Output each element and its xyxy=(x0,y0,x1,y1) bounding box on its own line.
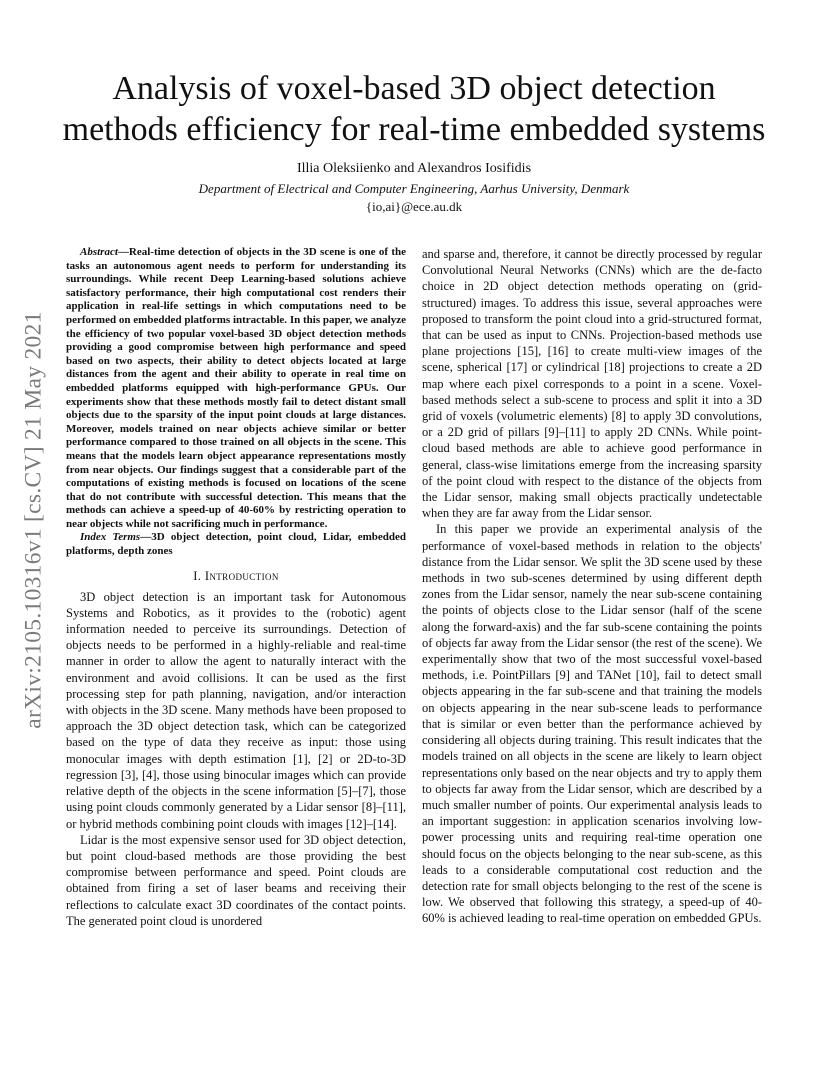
author-affiliation: Department of Electrical and Computer Engineering, Aarhus University, Denmark xyxy=(198,181,630,196)
intro-paragraph-3: and sparse and, therefore, it cannot be directly processed by regular Convolutional Neural Networks (CNNs) which are the de-facto choice in 2D object detection methods operating on (grid-structured) images. To address this issue, several approaches were proposed to transform the point cloud into a grid-structured format, that can be used as input to CNNs. Projection-based methods use plane projections [15], [16] to create multi-view images of the scene, spherical [17] or cylindrical [18] projections to create a 2D map where each pixel corresponds to a point in a scene. Voxel-based methods select a sub-scene to process and split it into a 3D grid of voxels (volumetric elements) [8] to apply 3D convolutions, or a 2D grid of pillars [9]–[11] to apply 2D CNNs. While point-cloud based methods are able to achieve good performance in general, class-wise limitations emerge from the increasing sparsity of the point cloud with respect to the distance of the objects from the Lidar sensor, making small objects practically undetectable when they are far away from the Lidar sensor. xyxy=(422,247,762,521)
section-heading-introduction: I. Introduction xyxy=(193,568,279,583)
author-email: {io,ai}@ece.au.dk xyxy=(365,199,463,214)
paper-authors: Illia Oleksiienko and Alexandros Iosifidis xyxy=(296,161,532,176)
abstract-lead: Abstract xyxy=(80,246,118,258)
paper-title: Analysis of voxel-based 3D object detection methods efficiency for real-time embedded systems xyxy=(62,70,766,148)
abstract xyxy=(66,246,406,531)
index-terms-lead: Index Terms xyxy=(80,531,141,544)
intro-paragraph-1: 3D object detection is an important task for Autonomous Systems and Robotics, as it provides to the (robotic) agent information needed to perceive its surroundings. Detection of objects needs to be performed in a highly-reliable and real-time manner in order to allow the agent to naturally interact with the environment and avoid collisions. It can be used as the first processing step for path planning, navigation, and/or interaction with objects in the 3D scene. Many methods have been proposed to approach the 3D object detection task, which can be categorized based on the type of data they receive as input: those using monocular images with depth estimation [1], [2] or 2D-to-3D regression [3], [4], those using binocular images which can provide relative depth of the objects in the scene information [5]–[7], those using point clouds commonly generated by a Lidar sensor [8]–[11], or hybrid methods combining point clouds with images [12]–[14]. xyxy=(66,589,406,831)
abstract-text: —Real-time detection of objects in the 3D scene is one of the tasks an autonomous agent needs to perform for understanding its surroundings. While recent Deep Learning-based solutions achieve satisfactory performance, their high computational cost renders their application in real-life settings in which computations need to be performed on embedded platforms intractable. In this paper, we analyze the efficiency of two popular voxel-based 3D object detection methods providing a good compromise between high performance and speed based on two aspects, their ability to detect objects located at large distances from the agent and their ability to operate in real time on embedded platforms equipped with high-performance GPUs. Our experiments show that these methods mostly fail to detect distant small objects due to the sparsity of the input point clouds at large distances. Moreover, models trained on near objects achieve similar or better performance compared to those trained on all objects in the scene. This means that the models learn object appearance representations mostly from near objects. Our findings suggest that a considerable part of the computations of existing methods is focused on locations of the scene that do not contribute with successful detection. This means that the methods can achieve a speed-up of 40-60% by restricting operation to near objects while not sacrificing much in performance. xyxy=(66,246,406,530)
left-column xyxy=(66,246,406,929)
right-column xyxy=(422,246,762,927)
arxiv-side-identifier xyxy=(14,280,54,760)
intro-paragraph-4: In this paper we provide an experimental analysis of the performance of voxel-based methods in relation to the objects' distance from the Lidar sensor. We split the 3D scene used by these methods in two sub-scenes determined by using different depth zones from the Lidar sensor, namely the near sub-scene containing the points of objects close to the Lidar sensor (half of the scene along the forward-axis) and the far sub-scene containing the points of objects far away from the Lidar sensor (the rest of the scene). We experimentally show that two of the most successful voxel-based methods, i.e. PointPillars [9] and TANet [10], fail to detect small objects appearing in the far sub-scene and that training the models on objects appearing in the near sub-scene leads to performance that is similar or even better than the performance achieved by considering all objects during training. This result indicates that the models trained on all objects in the scene are likely to learn object representations only based on the near objects and try to apply them to objects far away from the Lidar sensor, which are described by a much smaller number of points. Our experimental analysis leads to an important suggestion: in application scenarios involving low-power processing units and requiring real-time operation one should focus on the objects belonging to the near sub-scene, as this leads to a considerable computational cost reduction and the detection rate for small objects belonging to the rest of the scene is low. We observed that following this strategy, a speed-up of 40-60% is achieved leading to real-time operation on embedded GPUs. xyxy=(422,522,762,926)
arxiv-identifier-text: arXiv:2105.10316v1 [cs.CV] 21 May 2021 xyxy=(20,311,47,729)
intro-paragraph-2: Lidar is the most expensive sensor used for 3D object detection, but point cloud-based methods are those providing the best compromise between performance and speed. Point clouds are obtained from firing a set of laser beams and receiving their reflections to calculate exact 3D coordinates of the contact points. The generated point cloud is unordered xyxy=(66,832,406,928)
index-terms-text: —3D object detection, point cloud, Lidar, embedded platforms, depth zones xyxy=(66,531,406,558)
index-terms xyxy=(66,531,406,558)
